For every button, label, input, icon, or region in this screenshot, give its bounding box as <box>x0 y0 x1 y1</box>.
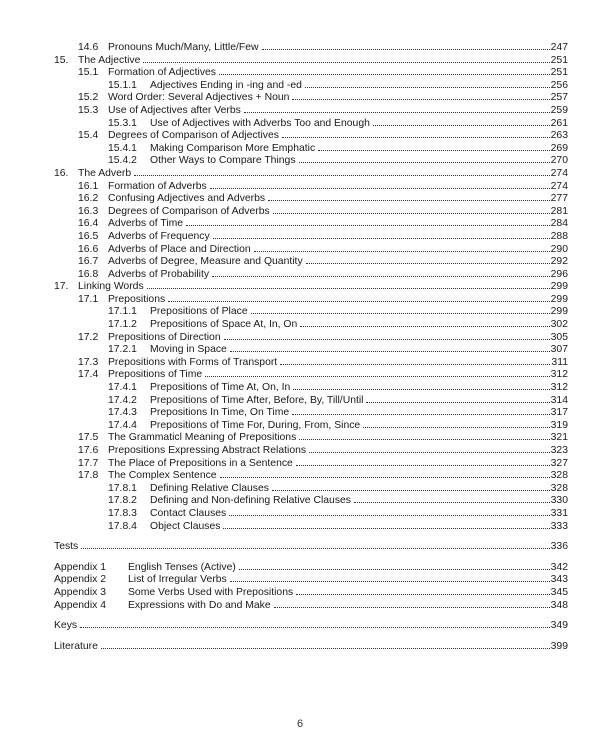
dot-leader <box>293 381 549 390</box>
dot-leader <box>134 167 550 176</box>
toc-entry-number: 17.8.2 <box>108 495 137 507</box>
dot-leader <box>254 243 550 252</box>
toc-entry-number: 14.6 <box>78 42 99 53</box>
toc-entry-number: 15.4.2 <box>108 155 137 167</box>
dot-leader <box>101 640 550 649</box>
toc-entry-number: 17.2.1 <box>108 344 137 356</box>
toc-entry-page: 288 <box>550 230 568 242</box>
toc-entry <box>54 431 568 444</box>
toc-entry-number: 17.7 <box>78 457 99 469</box>
toc-entry-page: 277 <box>550 193 568 205</box>
toc-entry <box>54 619 568 632</box>
toc-entry-page: 302 <box>550 319 568 331</box>
toc-entry-number: Appendix 1 <box>54 561 106 573</box>
toc-entry-page: 305 <box>550 331 568 343</box>
toc-entry-title: Adverbs of Degree, Measure and Quantity <box>108 256 303 268</box>
toc-entry-page: 284 <box>550 218 568 230</box>
toc-entry <box>54 469 568 482</box>
dot-leader <box>305 79 550 88</box>
toc-entry-number: 17.8.4 <box>108 520 137 532</box>
toc-entry-page: 281 <box>550 205 568 217</box>
toc-entry <box>54 520 568 533</box>
toc-entry-number: 17.2 <box>78 331 99 343</box>
toc-entry <box>54 368 568 381</box>
toc-entry <box>54 331 568 344</box>
dot-leader <box>300 318 549 327</box>
toc-entry-number: 17.8.3 <box>108 507 137 519</box>
toc-entry-page: 323 <box>550 445 568 456</box>
toc-entry-title: Prepositions of Time For, During, From, Since <box>150 419 361 431</box>
toc-entry-number: 17.8 <box>78 470 99 482</box>
toc-entry-title: Use of Adjectives after Verbs <box>108 104 241 116</box>
toc-entry <box>54 154 568 167</box>
toc-entry <box>54 192 568 205</box>
dot-leader <box>230 343 550 352</box>
toc-entry-number: 17.5 <box>78 432 99 444</box>
toc-entry-page: 330 <box>550 495 568 507</box>
toc-entry <box>54 305 568 318</box>
toc-entry <box>54 142 568 155</box>
toc-entry-number: Appendix 2 <box>54 574 106 586</box>
dot-leader <box>143 54 549 63</box>
toc-entry-page: 269 <box>550 142 568 154</box>
toc-entry-page: 312 <box>550 369 568 381</box>
dot-leader <box>251 305 550 314</box>
toc-entry-page: 336 <box>550 541 568 553</box>
dot-leader <box>299 154 550 163</box>
toc-entry-title: Prepositions of Place <box>150 306 248 318</box>
dot-leader <box>299 431 549 440</box>
toc-entry-page: 317 <box>550 407 568 419</box>
toc-entry-page: 319 <box>550 419 568 431</box>
toc-entry <box>54 482 568 495</box>
toc-entry-page: 247 <box>550 42 568 53</box>
dot-leader <box>268 192 550 201</box>
toc-entry-title: Some Verbs Used with Prepositions <box>128 586 294 598</box>
dot-leader <box>212 268 550 277</box>
toc-entry <box>54 640 568 653</box>
toc-entry-number: 17.3 <box>78 356 99 368</box>
toc-entry-number: 17. <box>54 281 69 293</box>
toc-entry-page: 311 <box>551 356 568 368</box>
toc-entry-page: 348 <box>550 599 568 611</box>
toc-entry-title: Defining and Non-defining Relative Clauses <box>150 495 352 507</box>
toc-entry-page: 299 <box>550 293 568 305</box>
toc-entry-number: 15.1.1 <box>108 79 137 91</box>
toc-entry <box>54 217 568 230</box>
dot-leader <box>306 255 550 264</box>
toc-entry-page: 259 <box>550 104 568 116</box>
toc-entry-title: Formation of Adjectives <box>108 67 216 79</box>
dot-leader <box>81 540 549 549</box>
toc-entry-page: 299 <box>550 281 568 293</box>
toc-entry-number: 16.2 <box>78 193 99 205</box>
toc-entry <box>54 66 568 79</box>
toc-entry-title: Use of Adjectives with Adverbs Too and Enough <box>150 117 370 129</box>
toc-entry-page: 333 <box>550 520 568 532</box>
dot-leader <box>223 520 549 529</box>
dot-leader <box>224 331 550 340</box>
toc-entry-title: English Tenses (Active) <box>128 561 236 573</box>
toc-entry-number: 15.2 <box>78 92 99 104</box>
toc-entry-number: 17.4.2 <box>108 394 137 406</box>
toc-entry <box>54 255 568 268</box>
toc-entry-page: 343 <box>550 574 568 586</box>
dot-leader <box>280 356 550 365</box>
toc-entry-page: 274 <box>550 167 568 179</box>
dot-leader <box>296 457 550 466</box>
toc-entry <box>54 293 568 306</box>
toc-entry-page: 342 <box>550 561 568 573</box>
toc-entry-title: Prepositions of Time At, On, In <box>150 382 291 394</box>
toc-entry-page: 331 <box>550 507 568 519</box>
toc-entry <box>54 91 568 104</box>
toc-entry-page: 321 <box>550 432 568 444</box>
toc-entry <box>54 167 568 180</box>
toc-entry <box>54 573 568 586</box>
toc-entry-title: Prepositions of Time After, Before, By, Till/Until <box>150 394 364 406</box>
toc-entry-page: 263 <box>550 130 568 142</box>
dot-leader <box>292 91 549 100</box>
toc-entry-title: Degrees of Comparison of Adjectives <box>108 130 279 142</box>
toc-entry <box>54 318 568 331</box>
dot-leader <box>274 599 550 608</box>
toc-entry-page: 251 <box>550 67 568 79</box>
toc-entry-number: 16.8 <box>78 268 99 280</box>
toc-entry <box>54 79 568 92</box>
toc-entry-number: 17.4.1 <box>108 382 137 394</box>
dot-leader <box>262 41 550 50</box>
toc-entry-number: 16.6 <box>78 243 99 255</box>
toc-entry-number: 17.4.4 <box>108 419 137 431</box>
toc-entry-title: The Complex Sentence <box>108 470 217 482</box>
dot-leader <box>219 66 550 75</box>
toc-entry <box>54 507 568 520</box>
toc-entry-page: 399 <box>550 640 568 652</box>
section-gap <box>54 611 568 619</box>
toc-entry <box>54 356 568 369</box>
toc-entry-page: 349 <box>550 620 568 632</box>
toc-entry-number: 17.1.1 <box>108 306 137 318</box>
dot-leader <box>292 406 549 415</box>
toc-entry <box>54 586 568 599</box>
toc-entry-title: Adverbs of Time <box>108 218 184 230</box>
toc-entry-number: 15. <box>54 54 69 66</box>
toc-entry <box>54 268 568 281</box>
toc-entry <box>54 494 568 507</box>
toc-entry-title: The Adverb <box>78 167 132 179</box>
toc-entry-page: 296 <box>550 268 568 280</box>
toc-entry-page: 290 <box>550 243 568 255</box>
toc-entry-number: 15.1 <box>78 67 99 79</box>
toc-entry-title: Keys <box>54 620 78 632</box>
toc-entry-page: 256 <box>550 79 568 91</box>
dot-leader <box>273 205 550 214</box>
toc-entry <box>54 561 568 574</box>
toc-entry-page: 328 <box>550 470 568 482</box>
toc-entry <box>54 457 568 470</box>
toc-entry <box>54 599 568 612</box>
toc-entry-number: 17.4.3 <box>108 407 137 419</box>
toc-entry-title: The Grammaticl Meaning of Prepositions <box>108 432 297 444</box>
toc-entry <box>54 406 568 419</box>
toc-entry-number: 15.4 <box>78 130 99 142</box>
toc-entry-page: 251 <box>550 54 568 66</box>
page-number: 6 <box>296 718 304 730</box>
toc-entry-number: 17.8.1 <box>108 482 137 494</box>
dot-leader <box>186 217 550 226</box>
section-gap <box>54 632 568 640</box>
toc-entry-page: 274 <box>550 180 568 192</box>
toc-entry-number: 15.3 <box>78 104 99 116</box>
toc-entry-title: Prepositions Expressing Abstract Relations <box>108 445 307 456</box>
dot-leader <box>147 280 550 289</box>
toc-entry-number: 16.3 <box>78 205 99 217</box>
toc-entry-title: Prepositions <box>108 293 166 305</box>
toc-entry <box>54 444 568 457</box>
dot-leader <box>230 573 550 582</box>
toc-entry <box>54 41 568 54</box>
toc-entry-title: Linking Words <box>78 281 144 293</box>
toc-entry-number: 15.4.1 <box>108 142 137 154</box>
toc-entry-number: 17.6 <box>78 445 99 456</box>
dot-leader <box>229 507 549 516</box>
toc-entry-page: 312 <box>550 382 568 394</box>
toc-entry <box>54 205 568 218</box>
toc-entry-title: Moving in Space <box>150 344 227 356</box>
toc-entry <box>54 280 568 293</box>
toc-entry <box>54 419 568 432</box>
toc-entry-title: List of Irregular Verbs <box>128 574 227 586</box>
toc-entry-title: Prepositions of Direction <box>108 331 221 343</box>
toc-entry-number: 16.7 <box>78 256 99 268</box>
dot-leader <box>366 394 549 403</box>
toc-entry-title: Other Ways to Compare Things <box>150 155 296 167</box>
dot-leader <box>205 368 550 377</box>
toc-entry-title: Adverbs of Place and Direction <box>108 243 251 255</box>
toc-entry <box>54 180 568 193</box>
toc-entry <box>54 117 568 130</box>
section-gap <box>54 553 568 561</box>
toc-entry-title: Prepositions of Time <box>108 369 203 381</box>
dot-leader <box>213 230 550 239</box>
toc-entry-page: 257 <box>550 92 568 104</box>
toc-entry <box>54 394 568 407</box>
toc-entry-page: 307 <box>550 344 568 356</box>
toc-entry-page: 292 <box>550 256 568 268</box>
toc-entry-number: 15.3.1 <box>108 117 137 129</box>
toc-entry-title: Confusing Adjectives and Adverbs <box>108 193 266 205</box>
toc-entry-number: Appendix 3 <box>54 586 106 598</box>
dot-leader <box>318 142 549 151</box>
dot-leader <box>168 293 549 302</box>
toc-entry-title: Making Comparison More Emphatic <box>150 142 316 154</box>
toc-entry-page: 261 <box>550 117 568 129</box>
table-of-contents <box>54 41 568 652</box>
toc-entry-number: 17.1 <box>78 293 99 305</box>
toc-entry-page: 327 <box>550 457 568 469</box>
dot-leader <box>220 469 550 478</box>
dot-leader <box>244 104 550 113</box>
toc-entry-number: 16. <box>54 167 69 179</box>
toc-entry-title: The Place of Prepositions in a Sentence <box>108 457 293 469</box>
toc-entry-title: The Adjective <box>78 54 141 66</box>
toc-entry <box>54 129 568 142</box>
toc-entry-title: Formation of Adverbs <box>108 180 207 192</box>
toc-entry-title: Tests <box>54 541 79 553</box>
toc-entry-number: 17.4 <box>78 369 99 381</box>
toc-entry <box>54 381 568 394</box>
toc-entry-page: 270 <box>550 155 568 167</box>
toc-entry-title: Expressions with Do and Make <box>128 599 271 611</box>
dot-leader <box>296 586 549 595</box>
dot-leader <box>272 482 550 491</box>
dot-leader <box>309 444 550 453</box>
toc-entry-title: Adjectives Ending in -ing and -ed <box>150 79 302 91</box>
toc-entry <box>54 54 568 67</box>
dot-leader <box>80 619 550 628</box>
toc-entry-number: 16.4 <box>78 218 99 230</box>
toc-entry-page: 345 <box>550 586 568 598</box>
toc-entry-title: Contact Clauses <box>150 507 227 519</box>
dot-leader <box>282 129 550 138</box>
toc-entry <box>54 104 568 117</box>
toc-entry-title: Degrees of Comparison of Adverbs <box>108 205 270 217</box>
toc-entry-title: Object Clauses <box>150 520 221 532</box>
dot-leader <box>363 419 549 428</box>
dot-leader <box>239 561 550 570</box>
toc-entry-title: Defining Relative Clauses <box>150 482 269 494</box>
toc-entry-title: Word Order: Several Adjectives + Noun <box>108 92 290 104</box>
toc-entry-title: Prepositions with Forms of Transport <box>108 356 278 368</box>
toc-entry <box>54 343 568 356</box>
toc-entry-number: 17.1.2 <box>108 319 137 331</box>
toc-entry <box>54 540 568 553</box>
dot-leader <box>373 117 550 126</box>
toc-entry-number: Appendix 4 <box>54 599 106 611</box>
toc-entry-title: Adverbs of Probability <box>108 268 210 280</box>
toc-entry <box>54 230 568 243</box>
toc-entry-page: 299 <box>550 306 568 318</box>
dot-leader <box>210 180 550 189</box>
toc-entry-number: 16.1 <box>78 180 99 192</box>
toc-entry-title: Prepositions In Time, On Time <box>150 407 290 419</box>
toc-entry-title: Pronouns Much/Many, Little/Few <box>108 42 259 53</box>
toc-entry-number: 16.5 <box>78 230 99 242</box>
section-gap <box>54 532 568 540</box>
toc-entry-title: Prepositions of Space At, In, On <box>150 319 298 331</box>
toc-entry-title: Adverbs of Frequency <box>108 230 210 242</box>
toc-entry-title: Literature <box>54 640 98 652</box>
toc-entry-page: 314 <box>550 394 568 406</box>
toc-entry <box>54 243 568 256</box>
dot-leader <box>354 494 550 503</box>
toc-entry-page: 328 <box>550 482 568 494</box>
